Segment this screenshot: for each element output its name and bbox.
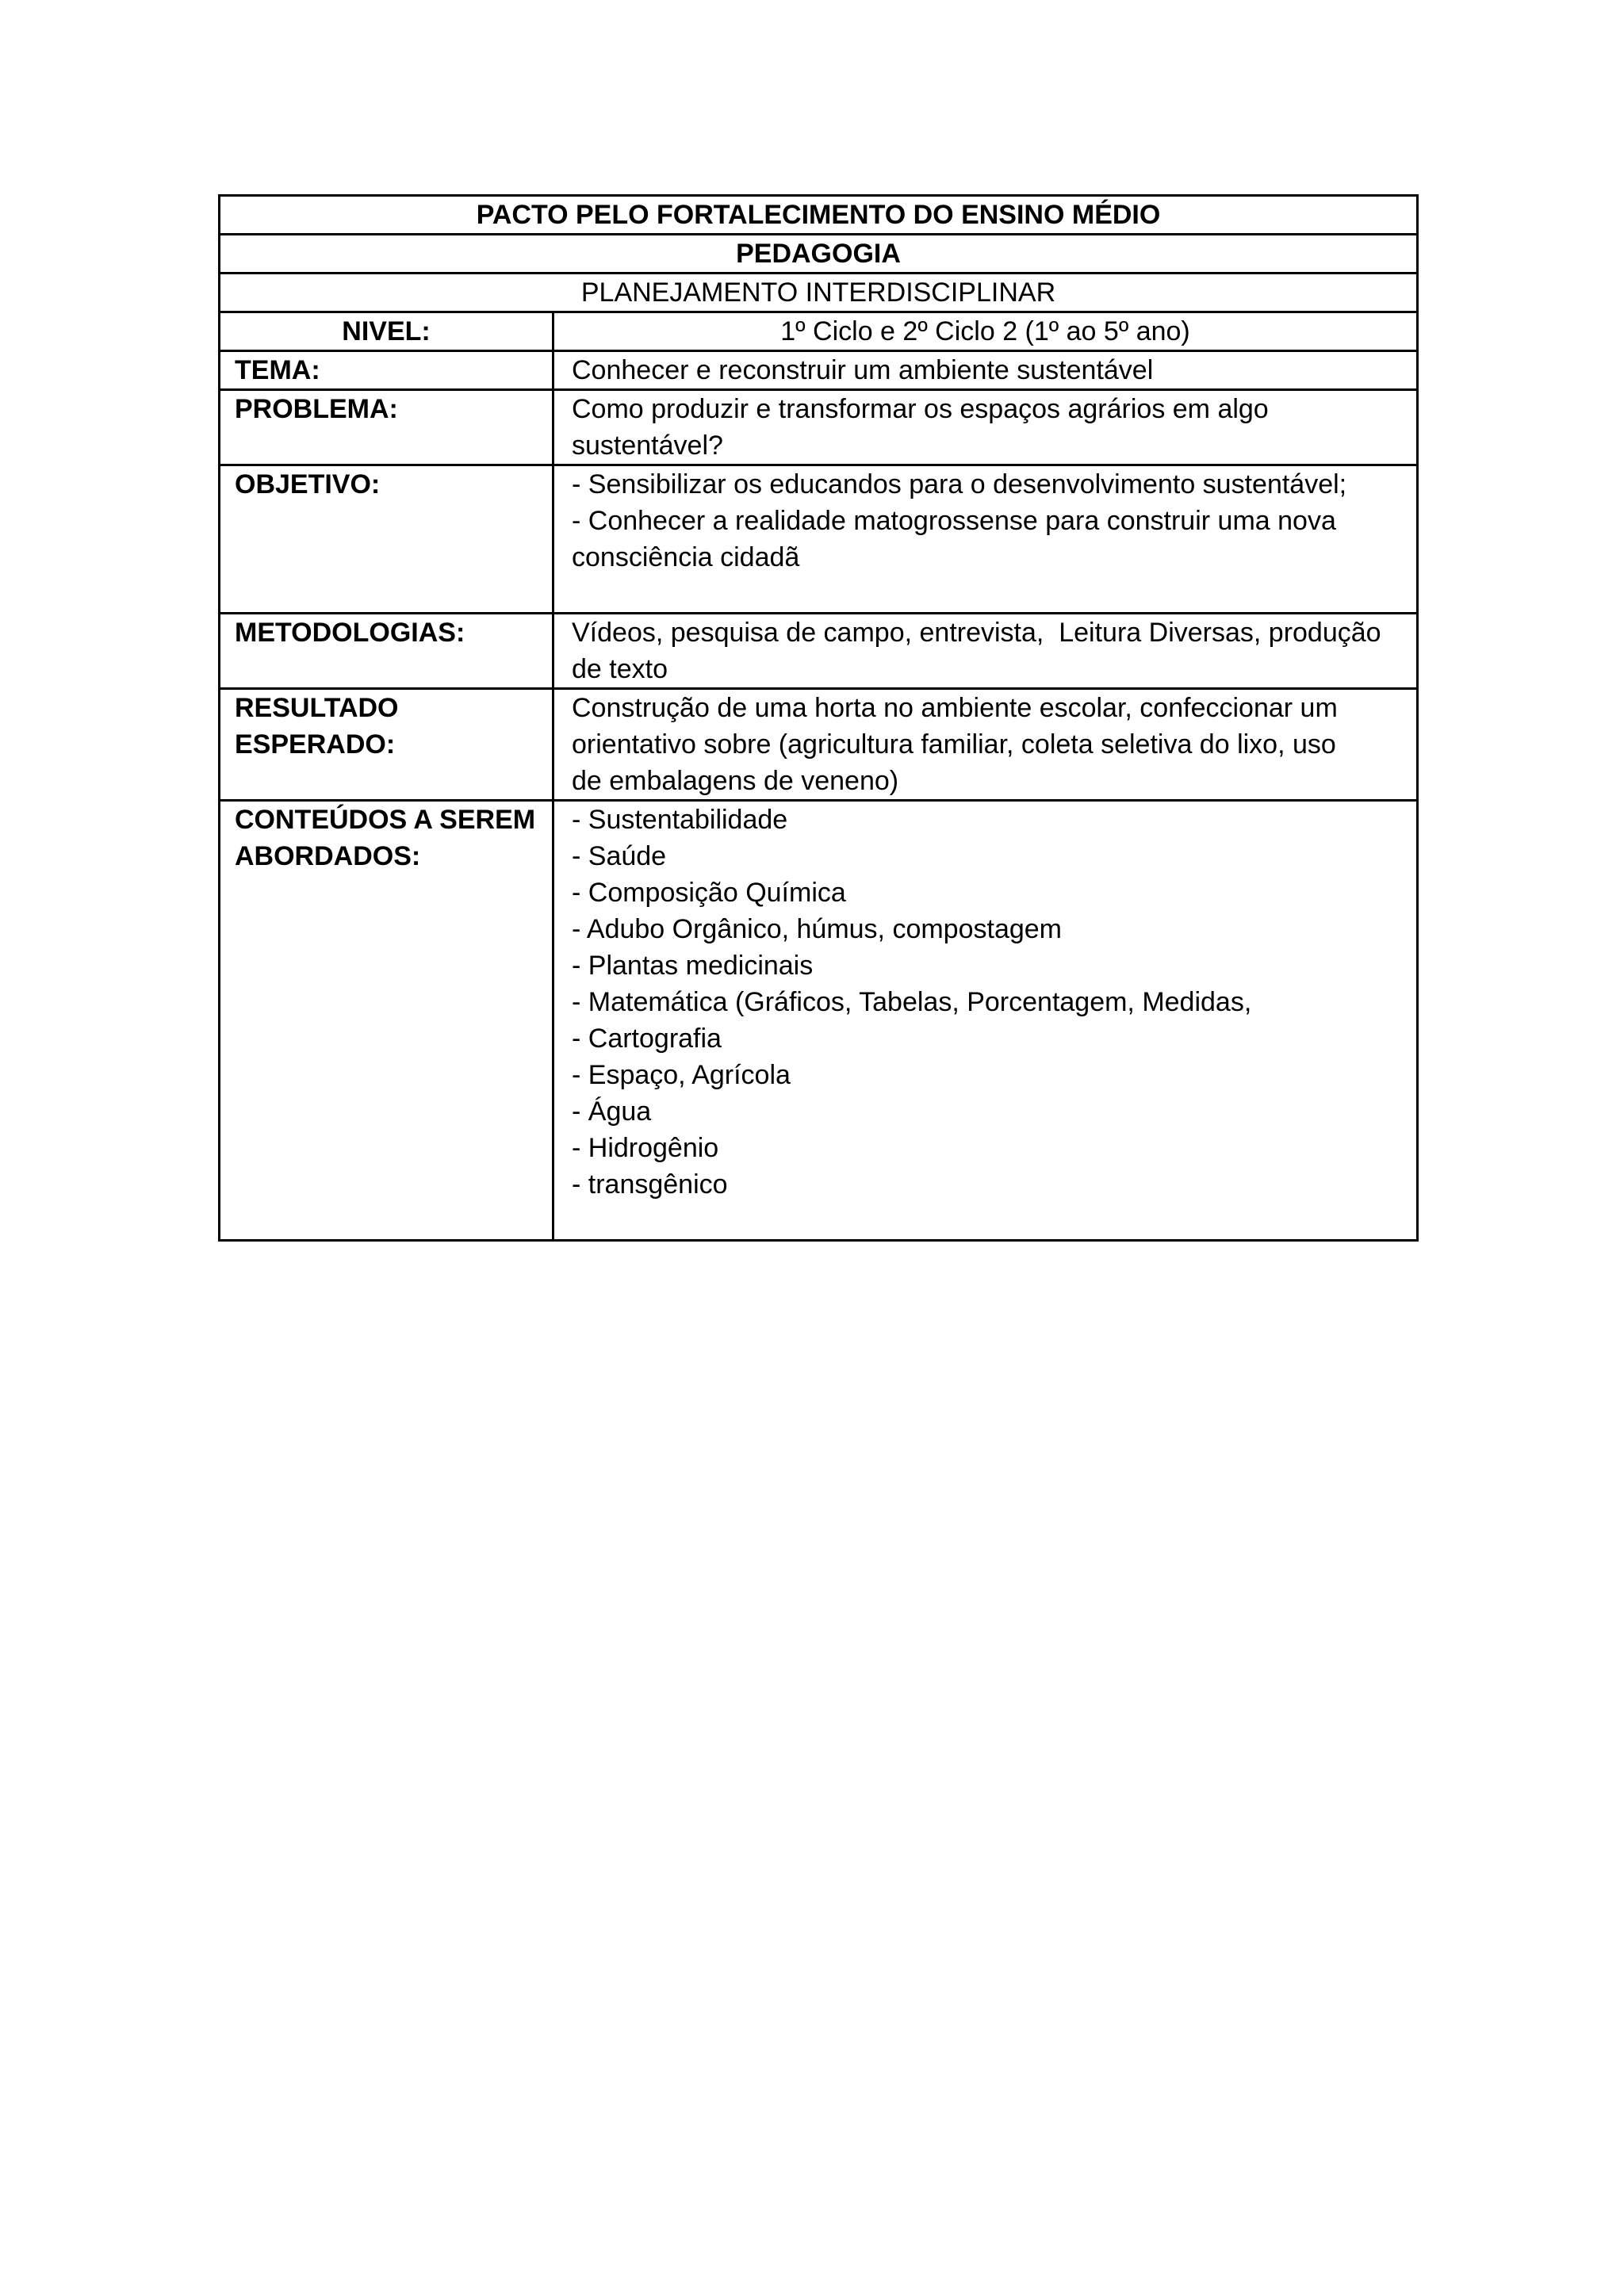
section-row (220, 274, 1418, 312)
conteudo-item: - Matemática (Gráficos, Tabelas, Porcentagem, Medidas, (572, 987, 1252, 1017)
nivel-row (220, 312, 1418, 351)
tema-row (220, 351, 1418, 390)
document-title: PACTO PELO FORTALECIMENTO DO ENSINO MÉDIO (220, 196, 1418, 235)
conteudo-item: - Composição Química (572, 878, 846, 908)
resultado-row (220, 689, 1418, 801)
conteudos-row (220, 801, 1418, 1241)
problema-value (553, 390, 1418, 465)
metodologias-line: de texto (572, 654, 668, 684)
title-row (220, 196, 1418, 235)
subtitle-row (220, 235, 1418, 274)
conteudos-label (220, 801, 553, 1241)
section-title: PLANEJAMENTO INTERDISCIPLINAR (220, 274, 1418, 312)
conteudo-item: - Saúde (572, 841, 667, 871)
resultado-line: Construção de uma horta no ambiente escolar, confeccionar um (572, 693, 1338, 723)
metodologias-line: Vídeos, pesquisa de campo, entrevista, Leitura Diversas, produção (572, 618, 1381, 648)
metodologias-row (220, 614, 1418, 689)
problema-row (220, 390, 1418, 465)
conteudos-list (553, 801, 1418, 1241)
conteudo-item: - Sustentabilidade (572, 805, 788, 835)
conteudo-item: - Hidrogênio (572, 1133, 719, 1163)
objetivo-label: OBJETIVO: (220, 465, 553, 614)
objetivo-line: - Conhecer a realidade matogrossense para construir uma nova (572, 506, 1336, 536)
conteudo-item: - Adubo Orgânico, húmus, compostagem (572, 914, 1062, 944)
objetivo-line: - Sensibilizar os educandos para o desenvolvimento sustentável; (572, 469, 1347, 499)
resultado-value (553, 689, 1418, 801)
conteudo-item: - Plantas medicinais (572, 951, 814, 981)
objetivo-row (220, 465, 1418, 614)
problema-line: Como produzir e transformar os espaços agrários em algo (572, 394, 1269, 424)
tema-value: Conhecer e reconstruir um ambiente sustentável (553, 351, 1418, 390)
metodologias-value (553, 614, 1418, 689)
metodologias-label: METODOLOGIAS: (220, 614, 553, 689)
tema-label: TEMA: (220, 351, 553, 390)
objetivo-value (553, 465, 1418, 614)
problema-line: sustentável? (572, 430, 723, 461)
problema-label: PROBLEMA: (220, 390, 553, 465)
conteudo-item: - transgênico (572, 1169, 728, 1200)
conteudos-label-line: ABORDADOS: (235, 841, 421, 871)
conteudo-item: - Água (572, 1096, 652, 1127)
nivel-value: 1º Ciclo e 2º Ciclo 2 (1º ao 5º ano) (553, 312, 1418, 351)
conteudo-item: - Espaço, Agrícola (572, 1060, 791, 1090)
document-subtitle: PEDAGOGIA (220, 235, 1418, 274)
resultado-line: orientativo sobre (agricultura familiar, coleta seletiva do lixo, uso (572, 729, 1336, 760)
objetivo-line: consciência cidadã (572, 542, 800, 572)
nivel-label: NIVEL: (220, 312, 553, 351)
resultado-label: RESULTADO ESPERADO: (220, 689, 553, 801)
planning-table (218, 194, 1419, 1242)
conteudo-item: - Cartografia (572, 1024, 722, 1054)
resultado-line: de embalagens de veneno) (572, 766, 899, 796)
conteudos-label-line: CONTEÚDOS A SEREM (235, 805, 536, 835)
